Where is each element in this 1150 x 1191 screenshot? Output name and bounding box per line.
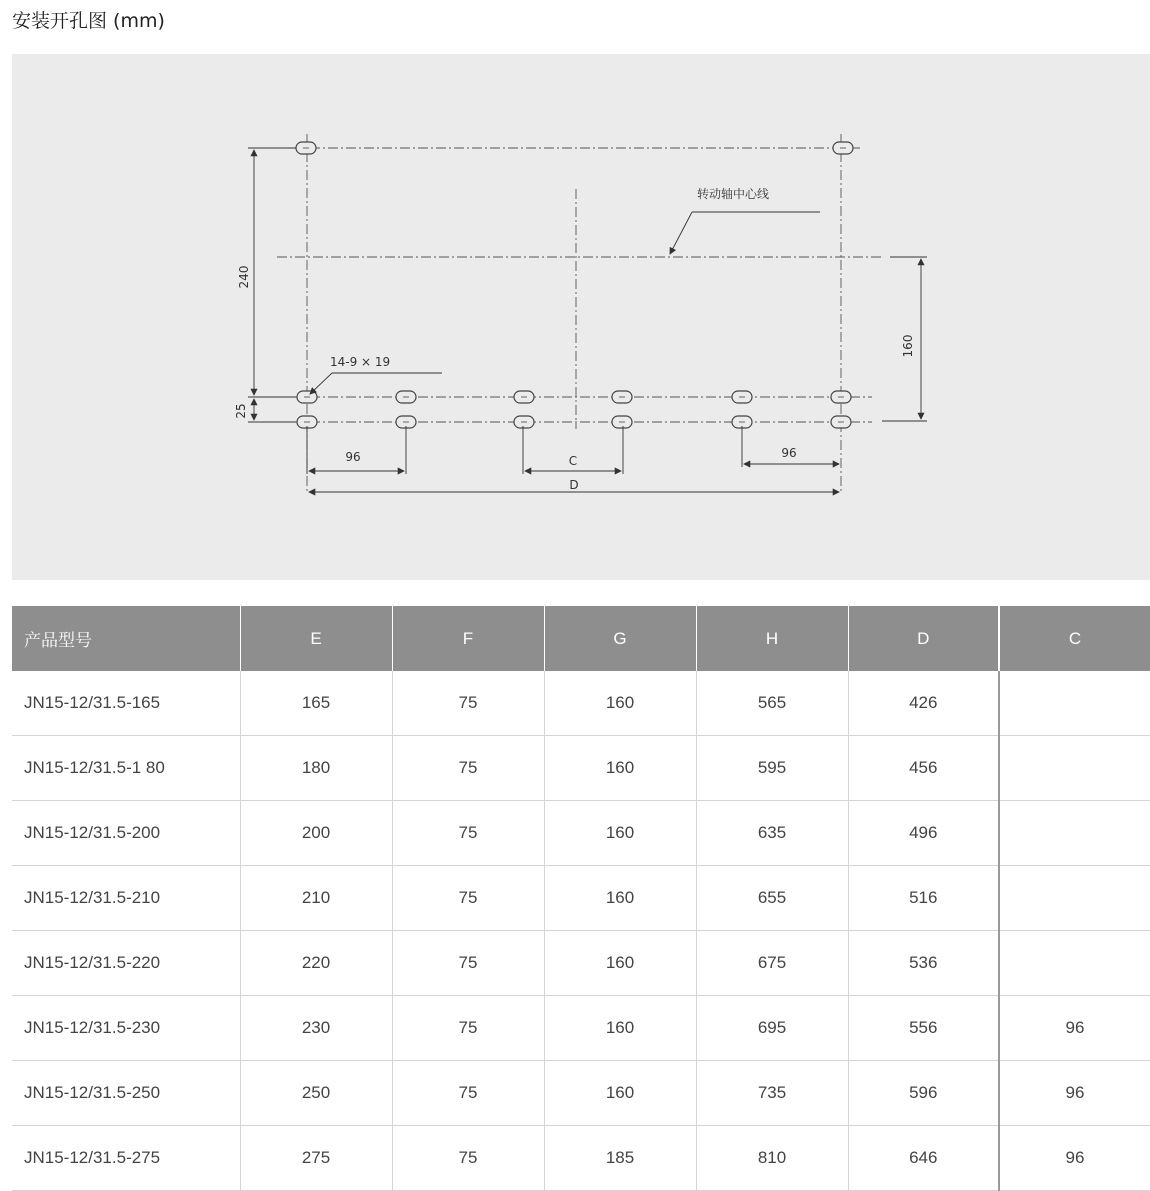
cell-f: 75 — [392, 931, 544, 996]
table-row — [12, 1061, 1150, 1126]
cell-e: 220 — [240, 931, 392, 996]
cell-h: 675 — [696, 931, 848, 996]
dim-label-96-right: 96 — [781, 446, 797, 460]
cell-e: 230 — [240, 996, 392, 1061]
mounting-hole-drawing — [12, 54, 1150, 580]
cell-c — [999, 801, 1150, 866]
table-row — [12, 671, 1150, 736]
dim-label-160: 160 — [901, 334, 915, 358]
rotation-axis-label: 转动轴中心线 — [697, 187, 770, 201]
page-title: 安装开孔图 (mm) — [12, 10, 165, 32]
cell-model: JN15-12/31.5-275 — [12, 1126, 240, 1191]
cell-g: 160 — [544, 801, 696, 866]
cell-e: 275 — [240, 1126, 392, 1191]
hole-group — [296, 142, 853, 428]
cell-model: JN15-12/31.5-1 80 — [12, 736, 240, 801]
cell-g: 160 — [544, 736, 696, 801]
cell-h: 695 — [696, 996, 848, 1061]
cell-f: 75 — [392, 866, 544, 931]
cell-h: 810 — [696, 1126, 848, 1191]
cell-model: JN15-12/31.5-165 — [12, 671, 240, 736]
table-row — [12, 931, 1150, 996]
cell-h: 565 — [696, 671, 848, 736]
header-d: D — [848, 606, 999, 671]
cell-f: 75 — [392, 671, 544, 736]
cell-h: 595 — [696, 736, 848, 801]
cell-model: JN15-12/31.5-230 — [12, 996, 240, 1061]
dim-label-d: D — [569, 478, 579, 492]
cell-c — [999, 866, 1150, 931]
cell-e: 250 — [240, 1061, 392, 1126]
cell-e: 200 — [240, 801, 392, 866]
header-model: 产品型号 — [12, 606, 240, 671]
cell-d: 426 — [848, 671, 999, 736]
spec-table — [12, 606, 1150, 1191]
cell-f: 75 — [392, 801, 544, 866]
cell-d: 516 — [848, 866, 999, 931]
table-row — [12, 801, 1150, 866]
table-row — [12, 1126, 1150, 1191]
cell-c — [999, 671, 1150, 736]
table-row — [12, 996, 1150, 1061]
cell-d: 646 — [848, 1126, 999, 1191]
cell-f: 75 — [392, 736, 544, 801]
drawing-svg — [12, 54, 1150, 580]
cell-e: 165 — [240, 671, 392, 736]
cell-e: 210 — [240, 866, 392, 931]
cell-f: 75 — [392, 1126, 544, 1191]
header-c: C — [999, 606, 1150, 671]
dim-label-240: 240 — [237, 265, 251, 289]
cell-c: 96 — [999, 996, 1150, 1061]
cell-d: 456 — [848, 736, 999, 801]
cell-e: 180 — [240, 736, 392, 801]
cell-d: 536 — [848, 931, 999, 996]
dim-label-c: C — [568, 454, 578, 468]
dim-label-96-left: 96 — [345, 450, 361, 464]
table-row — [12, 866, 1150, 931]
header-e: E — [240, 606, 392, 671]
cell-d: 496 — [848, 801, 999, 866]
cell-h: 655 — [696, 866, 848, 931]
cell-f: 75 — [392, 996, 544, 1061]
cell-h: 635 — [696, 801, 848, 866]
cell-c: 96 — [999, 1061, 1150, 1126]
cell-c — [999, 736, 1150, 801]
cell-f: 75 — [392, 1061, 544, 1126]
cell-h: 735 — [696, 1061, 848, 1126]
cell-d: 596 — [848, 1061, 999, 1126]
cell-g: 160 — [544, 931, 696, 996]
hole-spec-label: 14-9 × 19 — [330, 355, 391, 369]
header-g: G — [544, 606, 696, 671]
cell-g: 160 — [544, 1061, 696, 1126]
cell-g: 160 — [544, 866, 696, 931]
cell-model: JN15-12/31.5-210 — [12, 866, 240, 931]
cell-d: 556 — [848, 996, 999, 1061]
header-h: H — [696, 606, 848, 671]
table-header-row — [12, 606, 1150, 671]
cell-g: 160 — [544, 671, 696, 736]
cell-model: JN15-12/31.5-200 — [12, 801, 240, 866]
cell-model: JN15-12/31.5-220 — [12, 931, 240, 996]
dim-label-25: 25 — [234, 403, 248, 419]
cell-c — [999, 931, 1150, 996]
cell-model: JN15-12/31.5-250 — [12, 1061, 240, 1126]
cell-g: 160 — [544, 996, 696, 1061]
header-f: F — [392, 606, 544, 671]
cell-g: 185 — [544, 1126, 696, 1191]
table-row — [12, 736, 1150, 801]
cell-c: 96 — [999, 1126, 1150, 1191]
